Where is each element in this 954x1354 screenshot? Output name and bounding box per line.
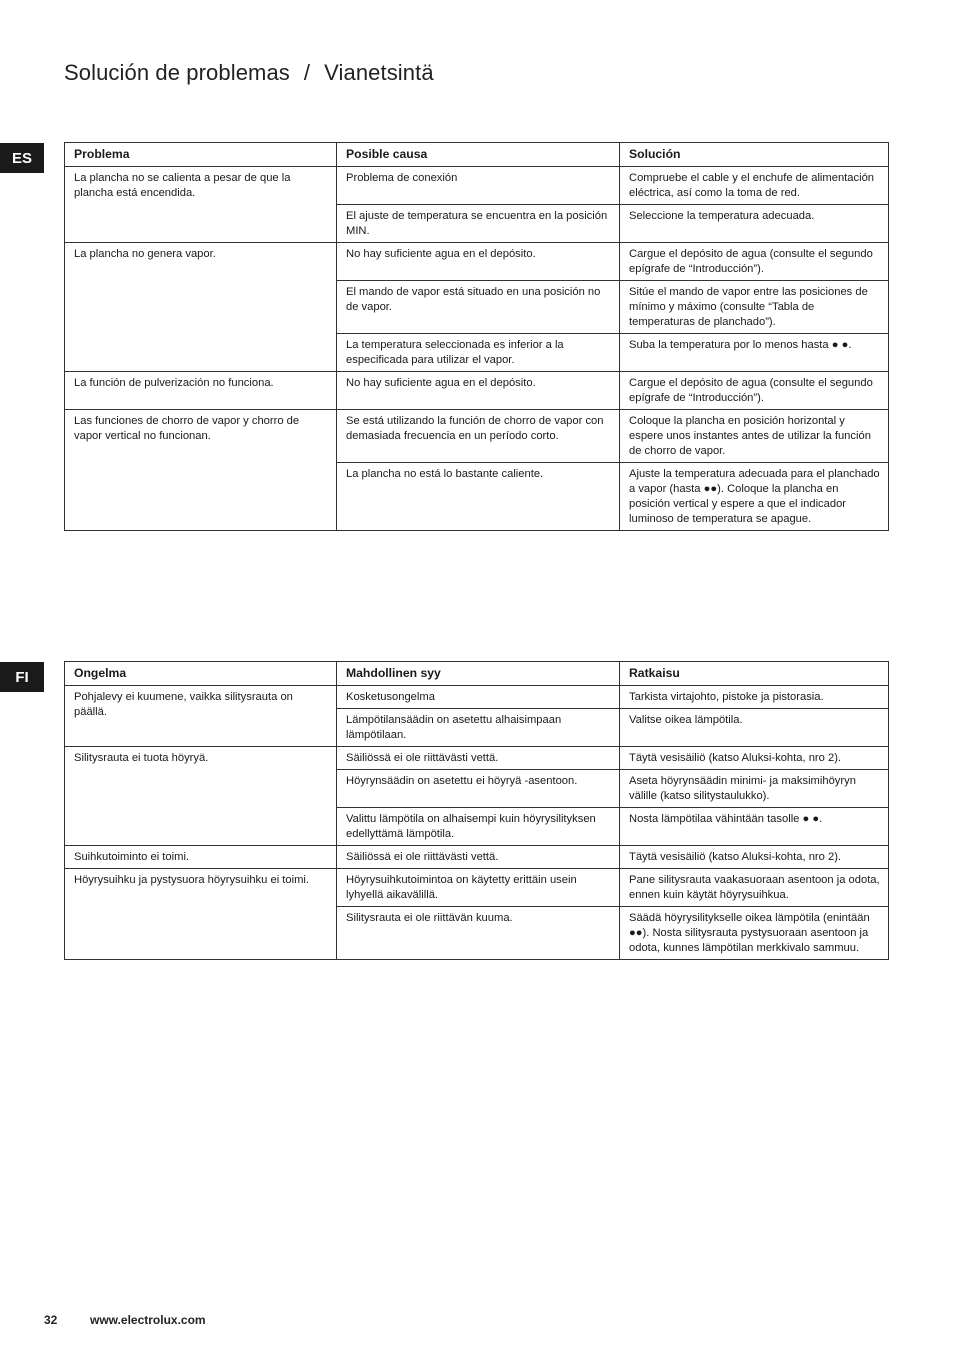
language-tab-fi: FI bbox=[0, 662, 44, 692]
language-tab-es: ES bbox=[0, 143, 44, 173]
cause-cell: Valittu lämpötila on alhaisempi kuin höyrysilityksen edellyttämä lämpötila. bbox=[337, 808, 620, 846]
table-row bbox=[65, 410, 889, 463]
solution-cell: Compruebe el cable y el enchufe de alimentación eléctrica, así como la toma de red. bbox=[620, 167, 889, 205]
solution-cell: Cargue el depósito de agua (consulte el segundo epígrafe de “Introducción”). bbox=[620, 372, 889, 410]
solution-cell: Ajuste la temperatura adecuada para el planchado a vapor (hasta ●●). Coloque la plancha en posición vertical y espere a que el indicador luminoso de temperatura se apague. bbox=[620, 463, 889, 531]
cause-cell: Problema de conexión bbox=[337, 167, 620, 205]
table-row bbox=[65, 167, 889, 205]
solution-cell: Valitse oikea lämpötila. bbox=[620, 709, 889, 747]
page-title bbox=[64, 60, 434, 86]
cause-cell: La plancha no está lo bastante caliente. bbox=[337, 463, 620, 531]
column-header-problem: Problema bbox=[65, 143, 337, 167]
solution-cell: Täytä vesisäiliö (katso Aluksi-kohta, nro 2). bbox=[620, 846, 889, 869]
column-header-cause: Posible causa bbox=[337, 143, 620, 167]
solution-cell: Coloque la plancha en posición horizontal y espere unos instantes antes de utilizar la función de chorro de vapor. bbox=[620, 410, 889, 463]
solution-cell: Säädä höyrysilitykselle oikea lämpötila (enintään ●●). Nosta silitysrauta pystysuoraan asentoon ja odota, kunnes lämpötilan merkkivalo sammuu. bbox=[620, 907, 889, 960]
column-header-problem: Ongelma bbox=[65, 662, 337, 686]
cause-cell: No hay suficiente agua en el depósito. bbox=[337, 372, 620, 410]
page-number: 32 bbox=[44, 1313, 58, 1327]
cause-cell: Lämpötilansäädin on asetettu alhaisimpaan lämpötilaan. bbox=[337, 709, 620, 747]
problem-cell: Suihkutoiminto ei toimi. bbox=[65, 846, 337, 869]
solution-cell: Seleccione la temperatura adecuada. bbox=[620, 205, 889, 243]
problem-cell: Pohjalevy ei kuumene, vaikka silitysrauta on päällä. bbox=[65, 686, 337, 747]
cause-cell: Se está utilizando la función de chorro de vapor con demasiada frecuencia en un período corto. bbox=[337, 410, 620, 463]
cause-cell: El ajuste de temperatura se encuentra en la posición MIN. bbox=[337, 205, 620, 243]
cause-cell: No hay suficiente agua en el depósito. bbox=[337, 243, 620, 281]
table-row bbox=[65, 747, 889, 770]
page-title-fi: Vianetsintä bbox=[324, 60, 434, 85]
problem-cell: Silitysrauta ei tuota höyryä. bbox=[65, 747, 337, 846]
website-url: www.electrolux.com bbox=[90, 1313, 206, 1327]
solution-cell: Pane silitysrauta vaakasuoraan asentoon ja odota, ennen kuin käytät höyrysuihkua. bbox=[620, 869, 889, 907]
table-row bbox=[65, 243, 889, 281]
table-row bbox=[65, 372, 889, 410]
cause-cell: Kosketusongelma bbox=[337, 686, 620, 709]
column-header-solution: Ratkaisu bbox=[620, 662, 889, 686]
solution-cell: Nosta lämpötilaa vähintään tasolle ● ●. bbox=[620, 808, 889, 846]
solution-cell: Cargue el depósito de agua (consulte el segundo epígrafe de “Introducción”). bbox=[620, 243, 889, 281]
problem-cell: La plancha no genera vapor. bbox=[65, 243, 337, 372]
column-header-cause: Mahdollinen syy bbox=[337, 662, 620, 686]
solution-cell: Täytä vesisäiliö (katso Aluksi-kohta, nro 2). bbox=[620, 747, 889, 770]
cause-cell: Säiliössä ei ole riittävästi vettä. bbox=[337, 846, 620, 869]
cause-cell: Säiliössä ei ole riittävästi vettä. bbox=[337, 747, 620, 770]
page-title-es: Solución de problemas bbox=[64, 60, 290, 85]
column-header-solution: Solución bbox=[620, 143, 889, 167]
table-row bbox=[65, 869, 889, 907]
solution-cell: Aseta höyrynsäädin minimi- ja maksimihöyryn välille (katso silitystaulukko). bbox=[620, 770, 889, 808]
cause-cell: Höyrynsäädin on asetettu ei höyryä -asentoon. bbox=[337, 770, 620, 808]
problem-cell: Las funciones de chorro de vapor y chorro de vapor vertical no funcionan. bbox=[65, 410, 337, 531]
solution-cell: Suba la temperatura por lo menos hasta ● ●. bbox=[620, 334, 889, 372]
table-row bbox=[65, 846, 889, 869]
cause-cell: Höyrysuihkutoimintoa on käytetty erittäin usein lyhyellä aikavälillä. bbox=[337, 869, 620, 907]
table-header-row bbox=[65, 662, 889, 686]
table-row bbox=[65, 686, 889, 709]
troubleshooting-table-fi bbox=[64, 661, 889, 960]
cause-cell: La temperatura seleccionada es inferior a la especificada para utilizar el vapor. bbox=[337, 334, 620, 372]
table-header-row bbox=[65, 143, 889, 167]
cause-cell: El mando de vapor está situado en una posición no de vapor. bbox=[337, 281, 620, 334]
troubleshooting-table-es bbox=[64, 142, 889, 531]
problem-cell: La plancha no se calienta a pesar de que la plancha está encendida. bbox=[65, 167, 337, 243]
solution-cell: Sitúe el mando de vapor entre las posiciones de mínimo y máximo (consulte “Tabla de temperaturas de planchado”). bbox=[620, 281, 889, 334]
problem-cell: La función de pulverización no funciona. bbox=[65, 372, 337, 410]
cause-cell: Silitysrauta ei ole riittävän kuuma. bbox=[337, 907, 620, 960]
solution-cell: Tarkista virtajohto, pistoke ja pistorasia. bbox=[620, 686, 889, 709]
problem-cell: Höyrysuihku ja pystysuora höyrysuihku ei toimi. bbox=[65, 869, 337, 960]
title-separator: / bbox=[303, 60, 311, 85]
